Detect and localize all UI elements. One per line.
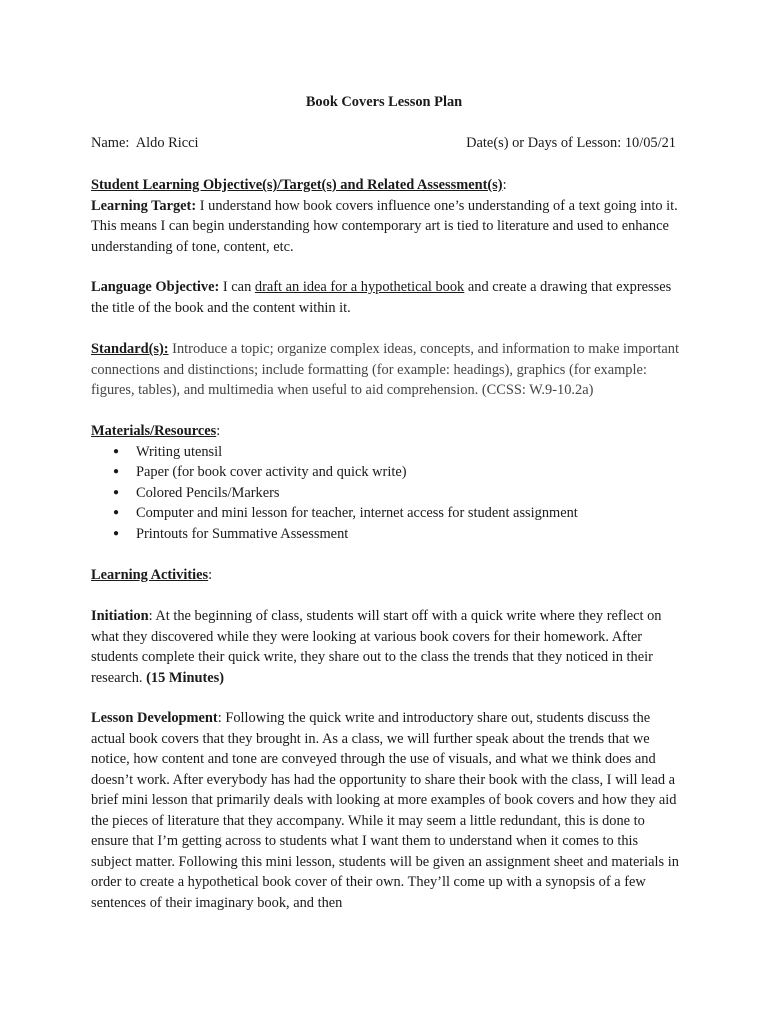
learning-target [91, 196, 679, 258]
activities-heading: Learning Activities: [91, 567, 213, 583]
list-item: ● Colored Pencils/Markers [113, 484, 280, 501]
document-title: Book Covers Lesson Plan [305, 94, 463, 110]
initiation-label: Initiation [91, 608, 149, 624]
date-label: Date(s) or Days of Lesson: [466, 135, 622, 151]
initiation-text: : At the beginning of class, students will start off with a quick write where they reflect on what they discovered while they were looking at various book covers for their homework. After students complete their quick write, they share out to the class the trends that they noticed in their research. [91, 608, 662, 686]
standards-text: Introduce a topic; organize complex ideas, concepts, and information to make important connections and distinctions; include formatting (for example: headings), graphics (for example: figures, tables), and multimedia when useful to aid comprehension. (CCSS: W.9-10.2a) [91, 341, 680, 398]
development-text: : Following the quick write and introductory share out, students discuss the actual book covers that they brought in. As a class, we will further speak about the trends that we notice, how content and tone are conveyed through the use of visuals, and what we think does and doesn’t work. After everybody has had the opportunity to share their book with the class, I will lead a brief mini lesson that primarily deals with looking at more examples of book covers and how they aid the pieces of literature that they accompany. While it may seem a little redundant, this is done to ensure that I’m getting across to students what I want them to understand when it comes to this subject matter. Following this mini lesson, students will be given an assignment sheet and materials in order to create a hypothetical book cover of their own. They’ll come up with a synopsis of a few sentences of their imaginary book, and then [91, 710, 679, 911]
name-date-row [91, 133, 676, 154]
lesson-development [91, 708, 679, 913]
objectives-section [91, 175, 679, 257]
date-value: 10/05/21 [624, 135, 676, 151]
development-label: Lesson Development [91, 710, 218, 726]
language-objective-label: Language Objective: [91, 279, 220, 295]
list-item: ● Printouts for Summative Assessment [113, 525, 349, 542]
initiation [91, 606, 679, 688]
materials-section [91, 421, 679, 544]
objective-heading: Student Learning Objective(s)/Target(s) and Related Assessment(s): [91, 177, 507, 193]
list-item: ● Paper (for book cover activity and quick write) [113, 464, 407, 480]
list-item: ● Writing utensil [113, 443, 223, 460]
language-objective-underlined: draft an idea for a hypothetical book [254, 279, 465, 295]
learning-target-label: Learning Target: [91, 197, 197, 214]
learning-target-text: I understand how book covers influence one’s understanding of a text going into it. This means I can begin understanding how contemporary art is tied to literature and used to enhance understanding of tone, content, etc. [91, 197, 678, 255]
materials-list [91, 442, 679, 545]
name-label: Name: [91, 135, 130, 151]
list-item: ● Computer and mini lesson for teacher, internet access for student assignment [113, 505, 578, 521]
name-value: Aldo Ricci [135, 135, 199, 151]
initiation-time: (15 Minutes) [146, 669, 225, 686]
standards-label: Standard(s): [91, 341, 169, 357]
lesson-date [466, 133, 676, 154]
standards [91, 339, 679, 401]
language-objective: Language Objective: I can draft an idea for a hypothetical book and create a drawing that expresses the title of the book and the content within it. [91, 279, 672, 316]
materials-heading: Materials/Resources: [91, 423, 221, 439]
